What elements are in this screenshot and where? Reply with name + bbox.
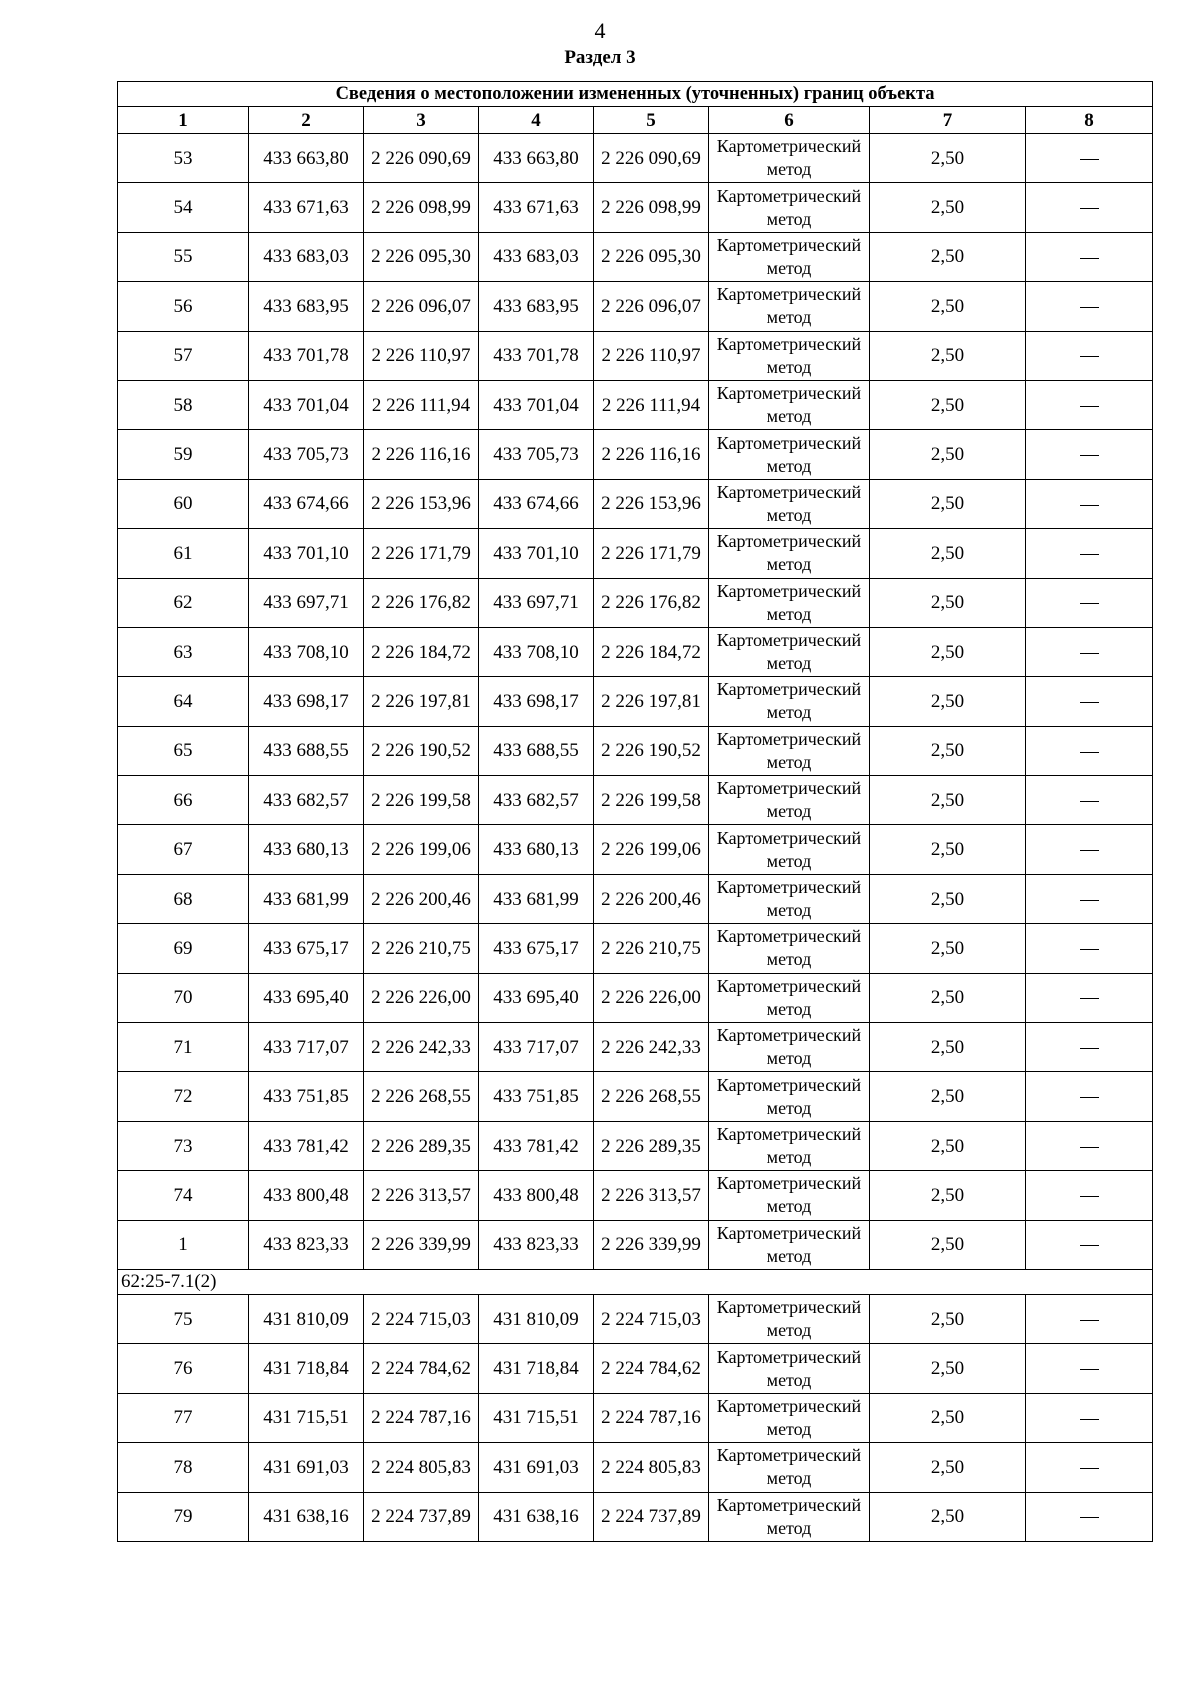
method-cell: Картометрический метод: [709, 726, 870, 775]
x-existing-cell: 433 781,42: [249, 1121, 364, 1170]
point-number-cell: 77: [118, 1393, 249, 1442]
point-number-cell: 72: [118, 1072, 249, 1121]
dash-mark: [1080, 949, 1099, 950]
x-existing-cell: 433 697,71: [249, 578, 364, 627]
y-existing-cell: 2 226 110,97: [364, 331, 479, 380]
y-existing-cell: 2 226 197,81: [364, 677, 479, 726]
method-cell: Картометрический метод: [709, 1072, 870, 1121]
point-number-cell: 74: [118, 1171, 249, 1220]
dash-mark: [1080, 1468, 1099, 1469]
accuracy-cell: 2,50: [870, 331, 1026, 380]
x-existing-cell: 433 688,55: [249, 726, 364, 775]
dash-mark: [1080, 900, 1099, 901]
dash-mark: [1080, 603, 1099, 604]
x-existing-cell: 433 681,99: [249, 874, 364, 923]
description-cell: [1026, 1171, 1153, 1220]
x-existing-cell: 433 800,48: [249, 1171, 364, 1220]
y-new-cell: 2 226 153,96: [594, 479, 709, 528]
x-existing-cell: 433 675,17: [249, 924, 364, 973]
x-new-cell: 433 823,33: [479, 1220, 594, 1269]
dash-mark: [1080, 307, 1099, 308]
accuracy-cell: 2,50: [870, 1492, 1026, 1541]
y-new-cell: 2 226 190,52: [594, 726, 709, 775]
accuracy-cell: 2,50: [870, 1294, 1026, 1343]
y-existing-cell: 2 226 210,75: [364, 924, 479, 973]
point-number-cell: 63: [118, 627, 249, 676]
accuracy-cell: 2,50: [870, 479, 1026, 528]
table-row: [118, 578, 1153, 627]
table-row: [118, 825, 1153, 874]
dash-mark: [1080, 554, 1099, 555]
table-row: [118, 1393, 1153, 1442]
method-cell: Картометрический метод: [709, 183, 870, 232]
column-header-row: [118, 107, 1153, 134]
point-number-cell: 54: [118, 183, 249, 232]
table-row: [118, 677, 1153, 726]
x-new-cell: 433 701,04: [479, 380, 594, 429]
point-number-cell: 65: [118, 726, 249, 775]
method-cell: Картометрический метод: [709, 1294, 870, 1343]
subgroup-label: 62:25-7.1(2): [118, 1269, 1153, 1294]
accuracy-cell: 2,50: [870, 578, 1026, 627]
y-new-cell: 2 226 176,82: [594, 578, 709, 627]
x-existing-cell: 433 708,10: [249, 627, 364, 676]
dash-mark: [1080, 1147, 1099, 1148]
method-cell: Картометрический метод: [709, 677, 870, 726]
accuracy-cell: 2,50: [870, 282, 1026, 331]
table-row: [118, 134, 1153, 183]
method-cell: Картометрический метод: [709, 430, 870, 479]
x-existing-cell: 433 663,80: [249, 134, 364, 183]
description-cell: [1026, 183, 1153, 232]
accuracy-cell: 2,50: [870, 776, 1026, 825]
table-row: [118, 973, 1153, 1022]
point-number-cell: 64: [118, 677, 249, 726]
accuracy-cell: 2,50: [870, 825, 1026, 874]
description-cell: [1026, 430, 1153, 479]
table-row: [118, 380, 1153, 429]
y-new-cell: 2 226 110,97: [594, 331, 709, 380]
y-existing-cell: 2 226 190,52: [364, 726, 479, 775]
column-header: 1: [118, 107, 249, 134]
y-new-cell: 2 226 095,30: [594, 232, 709, 281]
column-header: 2: [249, 107, 364, 134]
y-new-cell: 2 226 116,16: [594, 430, 709, 479]
y-new-cell: 2 224 737,89: [594, 1492, 709, 1541]
accuracy-cell: 2,50: [870, 183, 1026, 232]
y-existing-cell: 2 224 787,16: [364, 1393, 479, 1442]
dash-mark: [1080, 702, 1099, 703]
description-cell: [1026, 726, 1153, 775]
y-new-cell: 2 224 787,16: [594, 1393, 709, 1442]
method-cell: Картометрический метод: [709, 479, 870, 528]
accuracy-cell: 2,50: [870, 874, 1026, 923]
y-new-cell: 2 226 197,81: [594, 677, 709, 726]
y-new-cell: 2 226 098,99: [594, 183, 709, 232]
dash-mark: [1080, 1245, 1099, 1246]
x-existing-cell: 431 691,03: [249, 1443, 364, 1492]
description-cell: [1026, 529, 1153, 578]
accuracy-cell: 2,50: [870, 973, 1026, 1022]
table-row: [118, 183, 1153, 232]
y-existing-cell: 2 224 715,03: [364, 1294, 479, 1343]
method-cell: Картометрический метод: [709, 1220, 870, 1269]
y-existing-cell: 2 226 268,55: [364, 1072, 479, 1121]
accuracy-cell: 2,50: [870, 1443, 1026, 1492]
method-cell: Картометрический метод: [709, 973, 870, 1022]
x-new-cell: 431 638,16: [479, 1492, 594, 1541]
method-cell: Картометрический метод: [709, 874, 870, 923]
dash-mark: [1080, 505, 1099, 506]
point-number-cell: 66: [118, 776, 249, 825]
table-row: [118, 1443, 1153, 1492]
method-cell: Картометрический метод: [709, 331, 870, 380]
x-existing-cell: 433 701,10: [249, 529, 364, 578]
accuracy-cell: 2,50: [870, 232, 1026, 281]
x-existing-cell: 433 701,04: [249, 380, 364, 429]
y-new-cell: 2 224 715,03: [594, 1294, 709, 1343]
y-new-cell: 2 226 199,58: [594, 776, 709, 825]
description-cell: [1026, 1220, 1153, 1269]
y-existing-cell: 2 226 098,99: [364, 183, 479, 232]
dash-mark: [1080, 1097, 1099, 1098]
y-new-cell: 2 224 784,62: [594, 1344, 709, 1393]
x-new-cell: 433 695,40: [479, 973, 594, 1022]
description-cell: [1026, 1121, 1153, 1170]
x-new-cell: 433 683,95: [479, 282, 594, 331]
dash-mark: [1080, 1320, 1099, 1321]
column-header: 5: [594, 107, 709, 134]
y-new-cell: 2 226 210,75: [594, 924, 709, 973]
table-row: [118, 232, 1153, 281]
method-cell: Картометрический метод: [709, 1023, 870, 1072]
x-new-cell: 433 781,42: [479, 1121, 594, 1170]
accuracy-cell: 2,50: [870, 924, 1026, 973]
x-new-cell: 433 701,78: [479, 331, 594, 380]
method-cell: Картометрический метод: [709, 1492, 870, 1541]
y-existing-cell: 2 226 116,16: [364, 430, 479, 479]
accuracy-cell: 2,50: [870, 1393, 1026, 1442]
description-cell: [1026, 282, 1153, 331]
y-new-cell: 2 226 268,55: [594, 1072, 709, 1121]
accuracy-cell: 2,50: [870, 380, 1026, 429]
table-row: [118, 776, 1153, 825]
dash-mark: [1080, 258, 1099, 259]
dash-mark: [1080, 1196, 1099, 1197]
description-cell: [1026, 134, 1153, 183]
dash-mark: [1080, 159, 1099, 160]
section-title: Раздел 3: [564, 47, 636, 68]
y-existing-cell: 2 226 176,82: [364, 578, 479, 627]
table-row: [118, 1220, 1153, 1269]
y-existing-cell: 2 224 805,83: [364, 1443, 479, 1492]
x-existing-cell: 433 823,33: [249, 1220, 364, 1269]
table-row: [118, 479, 1153, 528]
accuracy-cell: 2,50: [870, 627, 1026, 676]
accuracy-cell: 2,50: [870, 1171, 1026, 1220]
x-existing-cell: 433 701,78: [249, 331, 364, 380]
table-row: [118, 430, 1153, 479]
table-row: [118, 1072, 1153, 1121]
method-cell: Картометрический метод: [709, 924, 870, 973]
y-existing-cell: 2 224 784,62: [364, 1344, 479, 1393]
y-existing-cell: 2 226 339,99: [364, 1220, 479, 1269]
accuracy-cell: 2,50: [870, 430, 1026, 479]
y-existing-cell: 2 224 737,89: [364, 1492, 479, 1541]
x-new-cell: 433 674,66: [479, 479, 594, 528]
method-cell: Картометрический метод: [709, 1393, 870, 1442]
x-new-cell: 433 683,03: [479, 232, 594, 281]
x-new-cell: 433 697,71: [479, 578, 594, 627]
point-number-cell: 53: [118, 134, 249, 183]
description-cell: [1026, 331, 1153, 380]
column-header: 3: [364, 107, 479, 134]
table-caption: Сведения о местоположении измененных (уточненных) границ объекта: [118, 82, 1153, 107]
y-new-cell: 2 226 184,72: [594, 627, 709, 676]
x-new-cell: 433 680,13: [479, 825, 594, 874]
y-existing-cell: 2 226 200,46: [364, 874, 479, 923]
dash-mark: [1080, 208, 1099, 209]
table-row: [118, 529, 1153, 578]
table-row: [118, 1171, 1153, 1220]
x-existing-cell: 431 638,16: [249, 1492, 364, 1541]
description-cell: [1026, 627, 1153, 676]
column-header: 4: [479, 107, 594, 134]
point-number-cell: 78: [118, 1443, 249, 1492]
boundary-coordinates-table: [117, 81, 1153, 1542]
description-cell: [1026, 677, 1153, 726]
method-cell: Картометрический метод: [709, 1443, 870, 1492]
accuracy-cell: 2,50: [870, 1220, 1026, 1269]
y-new-cell: 2 226 242,33: [594, 1023, 709, 1072]
x-new-cell: 433 705,73: [479, 430, 594, 479]
point-number-cell: 76: [118, 1344, 249, 1393]
x-existing-cell: 433 680,13: [249, 825, 364, 874]
description-cell: [1026, 578, 1153, 627]
x-existing-cell: 433 682,57: [249, 776, 364, 825]
table-row: [118, 1121, 1153, 1170]
y-existing-cell: 2 226 199,06: [364, 825, 479, 874]
point-number-cell: 73: [118, 1121, 249, 1170]
y-new-cell: 2 226 226,00: [594, 973, 709, 1022]
y-new-cell: 2 224 805,83: [594, 1443, 709, 1492]
description-cell: [1026, 232, 1153, 281]
point-number-cell: 69: [118, 924, 249, 973]
method-cell: Картометрический метод: [709, 282, 870, 331]
point-number-cell: 67: [118, 825, 249, 874]
x-new-cell: 433 701,10: [479, 529, 594, 578]
description-cell: [1026, 1294, 1153, 1343]
x-new-cell: 433 708,10: [479, 627, 594, 676]
accuracy-cell: 2,50: [870, 134, 1026, 183]
description-cell: [1026, 973, 1153, 1022]
method-cell: Картометрический метод: [709, 134, 870, 183]
x-new-cell: 431 691,03: [479, 1443, 594, 1492]
x-new-cell: 433 688,55: [479, 726, 594, 775]
x-new-cell: 433 682,57: [479, 776, 594, 825]
description-cell: [1026, 479, 1153, 528]
method-cell: Картометрический метод: [709, 380, 870, 429]
point-number-cell: 68: [118, 874, 249, 923]
point-number-cell: 70: [118, 973, 249, 1022]
y-new-cell: 2 226 096,07: [594, 282, 709, 331]
point-number-cell: 61: [118, 529, 249, 578]
dash-mark: [1080, 356, 1099, 357]
dash-mark: [1080, 998, 1099, 999]
table-row: [118, 1344, 1153, 1393]
x-existing-cell: 433 717,07: [249, 1023, 364, 1072]
accuracy-cell: 2,50: [870, 677, 1026, 726]
dash-mark: [1080, 653, 1099, 654]
dash-mark: [1080, 850, 1099, 851]
y-existing-cell: 2 226 289,35: [364, 1121, 479, 1170]
y-existing-cell: 2 226 226,00: [364, 973, 479, 1022]
point-number-cell: 56: [118, 282, 249, 331]
method-cell: Картометрический метод: [709, 1171, 870, 1220]
y-existing-cell: 2 226 184,72: [364, 627, 479, 676]
y-new-cell: 2 226 200,46: [594, 874, 709, 923]
point-number-cell: 1: [118, 1220, 249, 1269]
accuracy-cell: 2,50: [870, 529, 1026, 578]
x-new-cell: 433 663,80: [479, 134, 594, 183]
table-row: [118, 331, 1153, 380]
y-new-cell: 2 226 090,69: [594, 134, 709, 183]
description-cell: [1026, 1492, 1153, 1541]
method-cell: Картометрический метод: [709, 232, 870, 281]
table-row: [118, 874, 1153, 923]
x-new-cell: 433 681,99: [479, 874, 594, 923]
x-new-cell: 433 800,48: [479, 1171, 594, 1220]
x-existing-cell: 433 683,95: [249, 282, 364, 331]
x-existing-cell: 433 698,17: [249, 677, 364, 726]
y-existing-cell: 2 226 199,58: [364, 776, 479, 825]
dash-mark: [1080, 1369, 1099, 1370]
table-row: [118, 1294, 1153, 1343]
y-existing-cell: 2 226 153,96: [364, 479, 479, 528]
accuracy-cell: 2,50: [870, 726, 1026, 775]
x-new-cell: 433 671,63: [479, 183, 594, 232]
method-cell: Картометрический метод: [709, 627, 870, 676]
page-number: 4: [594, 18, 606, 43]
description-cell: [1026, 776, 1153, 825]
dash-mark: [1080, 1048, 1099, 1049]
x-existing-cell: 433 751,85: [249, 1072, 364, 1121]
y-new-cell: 2 226 289,35: [594, 1121, 709, 1170]
y-existing-cell: 2 226 111,94: [364, 380, 479, 429]
x-existing-cell: 431 718,84: [249, 1344, 364, 1393]
y-existing-cell: 2 226 090,69: [364, 134, 479, 183]
point-number-cell: 62: [118, 578, 249, 627]
x-new-cell: 433 675,17: [479, 924, 594, 973]
table-row: [118, 627, 1153, 676]
table-row: [118, 1023, 1153, 1072]
method-cell: Картометрический метод: [709, 825, 870, 874]
x-new-cell: 431 810,09: [479, 1294, 594, 1343]
dash-mark: [1080, 455, 1099, 456]
point-number-cell: 75: [118, 1294, 249, 1343]
description-cell: [1026, 380, 1153, 429]
y-new-cell: 2 226 111,94: [594, 380, 709, 429]
column-header: 8: [1026, 107, 1153, 134]
accuracy-cell: 2,50: [870, 1023, 1026, 1072]
column-header: 7: [870, 107, 1026, 134]
x-existing-cell: 433 683,03: [249, 232, 364, 281]
x-new-cell: 433 751,85: [479, 1072, 594, 1121]
point-number-cell: 55: [118, 232, 249, 281]
point-number-cell: 71: [118, 1023, 249, 1072]
accuracy-cell: 2,50: [870, 1072, 1026, 1121]
y-existing-cell: 2 226 096,07: [364, 282, 479, 331]
y-new-cell: 2 226 313,57: [594, 1171, 709, 1220]
dash-mark: [1080, 1517, 1099, 1518]
x-existing-cell: 431 715,51: [249, 1393, 364, 1442]
description-cell: [1026, 874, 1153, 923]
description-cell: [1026, 1443, 1153, 1492]
method-cell: Картометрический метод: [709, 776, 870, 825]
table-row: [118, 1492, 1153, 1541]
x-existing-cell: 433 674,66: [249, 479, 364, 528]
x-existing-cell: 433 695,40: [249, 973, 364, 1022]
x-new-cell: 431 715,51: [479, 1393, 594, 1442]
method-cell: Картометрический метод: [709, 1344, 870, 1393]
dash-mark: [1080, 752, 1099, 753]
accuracy-cell: 2,50: [870, 1344, 1026, 1393]
y-new-cell: 2 226 199,06: [594, 825, 709, 874]
table-row: [118, 924, 1153, 973]
point-number-cell: 57: [118, 331, 249, 380]
x-new-cell: 433 698,17: [479, 677, 594, 726]
method-cell: Картометрический метод: [709, 578, 870, 627]
x-existing-cell: 433 705,73: [249, 430, 364, 479]
x-existing-cell: 433 671,63: [249, 183, 364, 232]
description-cell: [1026, 1023, 1153, 1072]
y-existing-cell: 2 226 313,57: [364, 1171, 479, 1220]
y-new-cell: 2 226 339,99: [594, 1220, 709, 1269]
point-number-cell: 59: [118, 430, 249, 479]
y-existing-cell: 2 226 171,79: [364, 529, 479, 578]
dash-mark: [1080, 1419, 1099, 1420]
y-existing-cell: 2 226 095,30: [364, 232, 479, 281]
x-new-cell: 431 718,84: [479, 1344, 594, 1393]
description-cell: [1026, 1344, 1153, 1393]
description-cell: [1026, 1393, 1153, 1442]
description-cell: [1026, 1072, 1153, 1121]
table-row: [118, 726, 1153, 775]
dash-mark: [1080, 406, 1099, 407]
description-cell: [1026, 924, 1153, 973]
dash-mark: [1080, 801, 1099, 802]
point-number-cell: 58: [118, 380, 249, 429]
table-caption-row: [118, 82, 1153, 107]
point-number-cell: 79: [118, 1492, 249, 1541]
subgroup-label-row: [118, 1269, 1153, 1294]
method-cell: Картометрический метод: [709, 529, 870, 578]
accuracy-cell: 2,50: [870, 1121, 1026, 1170]
table-row: [118, 282, 1153, 331]
column-header: 6: [709, 107, 870, 134]
x-existing-cell: 431 810,09: [249, 1294, 364, 1343]
point-number-cell: 60: [118, 479, 249, 528]
y-new-cell: 2 226 171,79: [594, 529, 709, 578]
x-new-cell: 433 717,07: [479, 1023, 594, 1072]
y-existing-cell: 2 226 242,33: [364, 1023, 479, 1072]
method-cell: Картометрический метод: [709, 1121, 870, 1170]
description-cell: [1026, 825, 1153, 874]
